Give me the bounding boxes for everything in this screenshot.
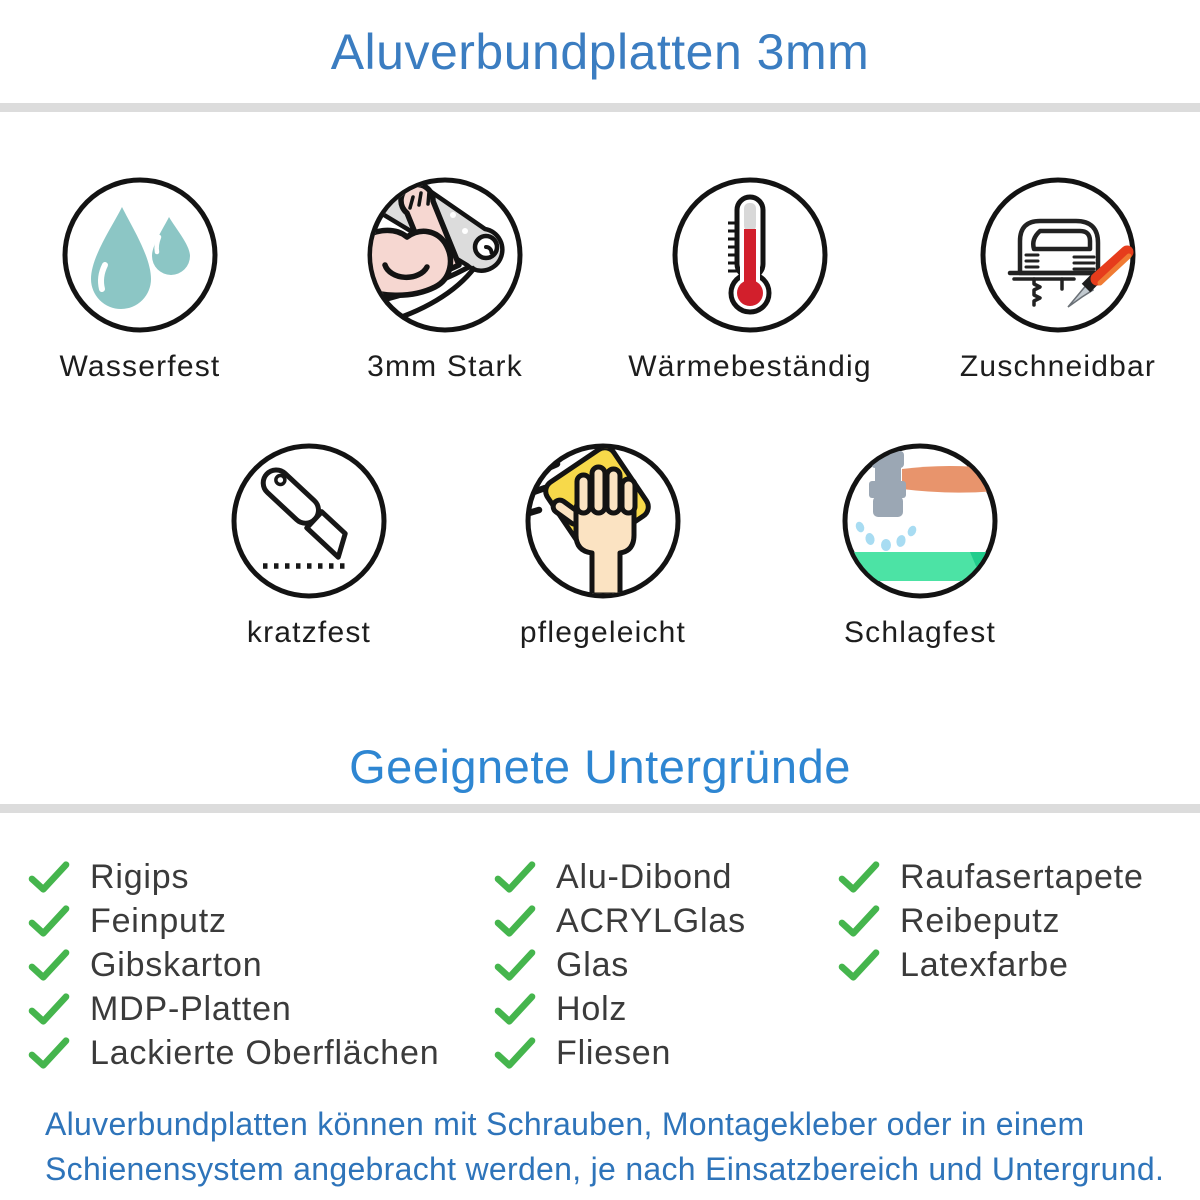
substrates-heading: Geeignete Untergründe — [349, 740, 851, 793]
feature-zuschneidbar — [918, 175, 1198, 386]
muscle-arm-panel-icon — [365, 175, 525, 335]
substrates-column-3 — [838, 855, 1144, 987]
divider-top — [0, 103, 1200, 112]
substrate-item — [494, 855, 746, 899]
substrate-item — [28, 987, 439, 1031]
divider-bottom — [0, 804, 1200, 813]
footer-note — [45, 1102, 1175, 1192]
checkmark-icon — [28, 992, 70, 1026]
substrate-item — [838, 943, 1144, 987]
substrate-item — [28, 899, 439, 943]
checkmark-icon — [494, 904, 536, 938]
page-title: Aluverbundplatten 3mm — [330, 24, 870, 80]
substrate-label: Lackierte Oberflächen — [90, 1033, 440, 1072]
feature-label: Wasserfest — [59, 350, 221, 383]
feature-label: pflegeleicht — [519, 616, 687, 649]
substrate-label: Reibeputz — [900, 901, 1061, 940]
checkmark-icon — [494, 1036, 536, 1070]
substrate-label: Holz — [556, 989, 628, 1028]
feature-pflegeleicht — [463, 441, 743, 652]
checkmark-icon — [28, 860, 70, 894]
feature-label: Zuschneidbar — [959, 350, 1157, 383]
substrate-label: Rigips — [90, 857, 190, 896]
substrate-label: MDP-Platten — [90, 989, 292, 1028]
checkmark-icon — [28, 904, 70, 938]
substrate-item — [494, 987, 746, 1031]
feature-label: 3mm Stark — [367, 350, 523, 383]
footer-line-1: Aluverbundplatten können mit Schrauben, Montagekleber oder in einem — [45, 1106, 1085, 1142]
thermometer-icon — [670, 175, 830, 335]
substrates-column-1 — [28, 855, 439, 1075]
substrate-label: Feinputz — [90, 901, 227, 940]
utility-knife-icon — [229, 441, 389, 601]
substrate-item — [28, 943, 439, 987]
substrate-item — [838, 899, 1144, 943]
substrate-label: Gibskarton — [90, 945, 263, 984]
substrate-label: Fliesen — [556, 1033, 672, 1072]
checkmark-icon — [838, 948, 880, 982]
checkmark-icon — [838, 860, 880, 894]
substrate-item — [494, 899, 746, 943]
feature-3mm-stark — [305, 175, 585, 386]
water-drops-icon — [60, 175, 220, 335]
checkmark-icon — [494, 992, 536, 1026]
hand-cloth-icon — [523, 441, 683, 601]
substrate-label: Glas — [556, 945, 630, 984]
substrate-item — [494, 1031, 746, 1075]
substrate-label: Latexfarbe — [900, 945, 1069, 984]
feature-label: Schlagfest — [843, 616, 997, 649]
substrate-item — [838, 855, 1144, 899]
footer-line-2: Schienensystem angebracht werden, je nach Einsatzbereich und Untergrund. — [45, 1151, 1165, 1187]
substrate-item — [28, 1031, 439, 1075]
checkmark-icon — [494, 948, 536, 982]
substrates-column-2 — [494, 855, 746, 1075]
feature-schlagfest — [780, 441, 1060, 652]
checkmark-icon — [28, 948, 70, 982]
substrate-label: Raufasertapete — [900, 857, 1144, 896]
substrate-label: ACRYLGlas — [556, 901, 746, 940]
checkmark-icon — [28, 1036, 70, 1070]
feature-waermebestaendig — [610, 175, 890, 386]
checkmark-icon — [838, 904, 880, 938]
hammer-impact-icon — [840, 441, 1000, 601]
feature-kratzfest — [169, 441, 449, 652]
substrate-item — [28, 855, 439, 899]
feature-wasserfest — [0, 175, 280, 386]
checkmark-icon — [494, 860, 536, 894]
jigsaw-knife-icon — [978, 175, 1138, 335]
substrate-item — [494, 943, 746, 987]
feature-label: Wärmebeständig — [628, 350, 872, 383]
feature-label: kratzfest — [246, 616, 372, 649]
substrate-label: Alu-Dibond — [556, 857, 733, 896]
